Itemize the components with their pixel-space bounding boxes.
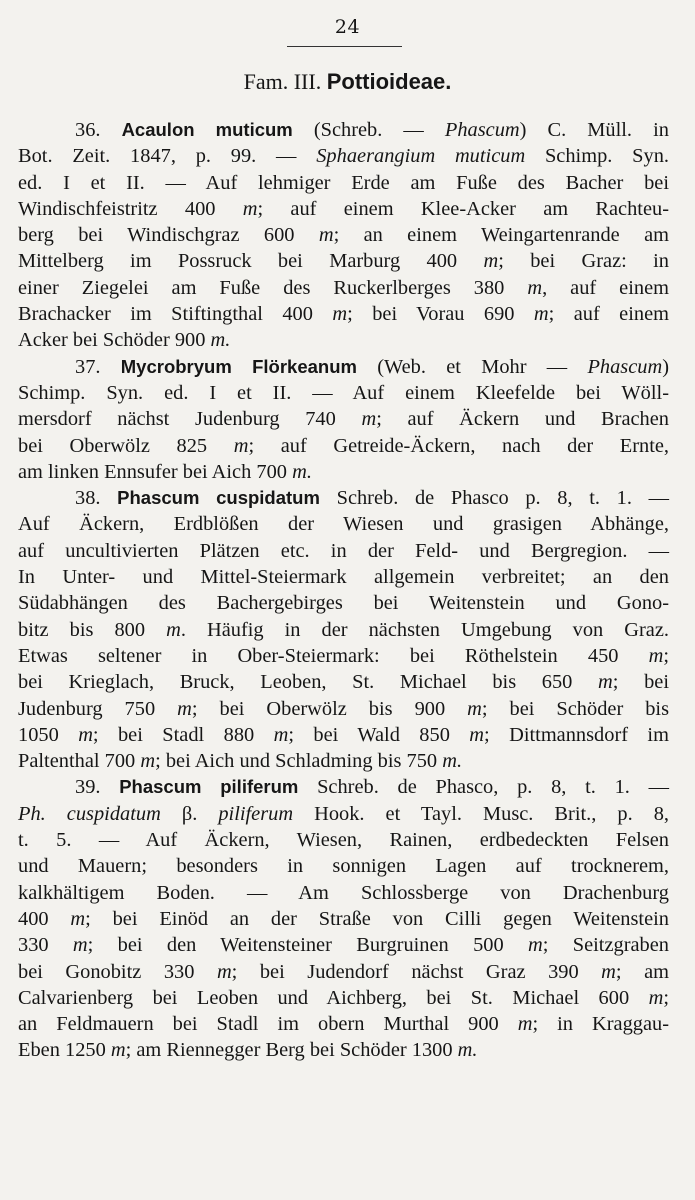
entry-text-line (18, 880, 669, 906)
italic-text: m (177, 697, 192, 720)
text-run: ; auf Getreide-Äckern, nach der Ernte, (248, 434, 670, 457)
entry-text-line (18, 748, 669, 774)
italic-text: m (216, 960, 232, 983)
text-run: ; Seitzgraben (542, 934, 669, 957)
entry-text-line (18, 511, 669, 537)
text-run: auf uncultivierten Plätzen etc. in der Feld- und Bergregion. — (18, 539, 669, 562)
text-run: 36. (75, 119, 122, 141)
italic-text: m (517, 1013, 533, 1036)
entry-text-line (18, 170, 669, 196)
italic-text: m (648, 644, 664, 667)
text-run: β. (160, 802, 219, 825)
text-run: Calvarienberg bei Leoben und Aichberg, bei St. Michael 600 (18, 986, 649, 1009)
text-run: ; (663, 644, 669, 667)
entry-text-line (18, 248, 669, 274)
entry-text-line (18, 564, 669, 590)
entry-text-line (18, 801, 669, 827)
text-run: mersdorf nächst Judenburg 740 (18, 408, 362, 431)
text-run: 38. (75, 487, 118, 510)
italic-text: m (78, 723, 93, 746)
species-name: Mycrobryum Flörkeanum (120, 355, 357, 377)
text-run: ; auf einem (548, 303, 669, 326)
italic-text: m (110, 1039, 126, 1062)
entry-first-line (18, 774, 669, 800)
text-run: ; am (615, 960, 669, 983)
text-run: ; auf Äckern und Brachen (376, 408, 669, 431)
text-run: berg bei Windischgraz 600 (18, 224, 319, 247)
text-run: und Mauern; besonders in sonnigen Lagen auf trocknerem, (18, 855, 669, 878)
entry-text-line (18, 1037, 669, 1063)
italic-text: Phascum (587, 355, 663, 378)
entry-text-line (18, 617, 669, 643)
text-run: an Feldmauern bei Stadl im obern Murthal 900 (18, 1013, 518, 1036)
entry-text-line (18, 643, 669, 669)
italic-text: m (533, 303, 549, 326)
italic-text: piliferum (218, 802, 294, 825)
text-run: Auf Äckern, Erdblößen der Wiesen und grasigen Abhänge, (18, 513, 669, 536)
italic-text: m (483, 250, 499, 273)
text-run: Acker bei Schöder 900 (18, 329, 211, 352)
text-run: ; in Kraggau- (532, 1013, 669, 1036)
italic-text: m (528, 934, 543, 957)
entry-text-line (18, 196, 669, 222)
italic-text: m. (292, 460, 312, 483)
italic-text: Sphaerangium muticum (316, 145, 526, 168)
text-run: Windischfeistritz 400 (18, 197, 243, 220)
text-run: , auf einem (542, 276, 669, 299)
text-run: 400 (18, 907, 71, 930)
species-entries (18, 117, 669, 1064)
text-run: ; auf einem Klee-Acker am Rachteu- (257, 197, 669, 220)
italic-text: m (467, 697, 482, 720)
italic-text: m (318, 224, 334, 247)
text-run: (Schreb. — (292, 119, 445, 141)
italic-text: m (72, 934, 88, 957)
entry-text-line (18, 275, 669, 301)
text-run: ; bei den Weitensteiner Burgruinen 500 (87, 934, 529, 957)
text-run: Schreb. de Phasco p. 8, t. 1. — (319, 487, 669, 510)
italic-text: Phascum (444, 119, 520, 141)
text-run: Paltenthal 700 (18, 750, 141, 773)
entry-text-line (18, 906, 669, 932)
species-entry (18, 485, 669, 774)
entry-text-line (18, 538, 669, 564)
text-run: (Web. et Mohr — (356, 355, 588, 378)
italic-text: m. (442, 750, 463, 773)
species-entry (18, 117, 669, 354)
text-run: einer Ziegelei am Fuße des Ruckerlberges 380 (18, 276, 528, 299)
text-run: ; bei (612, 671, 669, 694)
text-run: ) (662, 355, 670, 378)
italic-text: m (527, 276, 543, 299)
entry-text-line (18, 459, 669, 485)
text-run: ed. I et II. — Auf lehmiger Erde am Fuße des Bacher bei (18, 171, 669, 194)
text-run: ; bei Aich und Schladming bis 750 (155, 750, 443, 773)
entry-text-line (18, 380, 669, 406)
species-entry (18, 354, 669, 485)
entry-text-line (18, 827, 669, 853)
italic-text: m. (457, 1039, 478, 1062)
text-run: ; bei Wald 850 (288, 723, 470, 746)
text-run: bei Oberwölz 825 (18, 434, 234, 457)
text-run: Mittelberg im Possruck bei Marburg 400 (18, 250, 484, 273)
text-run: Bot. Zeit. 1847, p. 99. — (18, 145, 317, 168)
family-heading-prefix: Fam. III. (243, 69, 322, 94)
text-run: Hook. et Tayl. Musc. Brit., p. 8, (293, 802, 669, 825)
text-run: ; Dittmannsdorf im (484, 723, 669, 746)
text-run: Brachacker im Stiftingthal 400 (18, 303, 333, 326)
entry-first-line (18, 485, 669, 511)
italic-text: m (598, 671, 613, 694)
text-run: ; bei Oberwölz bis 900 (191, 697, 468, 720)
text-run: ; an einem Weingartenrande am (333, 224, 669, 247)
text-run: ; (663, 986, 669, 1009)
entry-text-line (18, 143, 669, 169)
species-name: Phascum cuspidatum (117, 487, 320, 509)
text-run: Eben 1250 (18, 1039, 111, 1062)
entry-text-line (18, 722, 669, 748)
text-run: ; am Riennegger Berg bei Schöder 1300 (125, 1039, 458, 1062)
text-run: 1050 (18, 723, 79, 746)
text-run: bei Krieglach, Bruck, Leoben, St. Michael bis 650 (18, 671, 599, 694)
text-run: In Unter- und Mittel-Steiermark allgemein verbreitet; an den (18, 566, 669, 589)
entry-text-line (18, 1011, 669, 1037)
entry-first-line (18, 117, 669, 143)
text-run: 37. (75, 355, 121, 378)
entry-text-line (18, 959, 669, 985)
entry-text-line (18, 932, 669, 958)
entry-text-line (18, 696, 669, 722)
italic-text: m (601, 960, 616, 983)
entry-text-line (18, 433, 669, 459)
text-run: . Häufig in der nächsten Umgebung von Graz. (180, 618, 669, 641)
italic-text: m (469, 723, 485, 746)
text-run: ; bei Vorau 690 (347, 303, 534, 326)
entry-text-line (18, 590, 669, 616)
entry-first-line (18, 354, 669, 380)
header-rule (287, 46, 402, 47)
italic-text: m (166, 618, 181, 641)
species-name: Phascum piliferum (119, 776, 299, 798)
text-run: Judenburg 750 (18, 697, 178, 720)
entry-text-line (18, 985, 669, 1011)
text-run: kalkhältigem Boden. — Am Schlossberge von Drachenburg (18, 881, 669, 904)
entry-text-line (18, 222, 669, 248)
entry-text-line (18, 853, 669, 879)
family-heading (0, 66, 695, 98)
text-run: Schreb. de Phasco, p. 8, t. 1. — (298, 776, 669, 799)
page-number: 24 (334, 16, 361, 38)
text-run: ; bei Einöd an der Straße von Cilli gegen Weitenstein (85, 907, 670, 930)
species-name: Acaulon muticum (121, 119, 293, 140)
text-run: 330 (18, 934, 73, 957)
italic-text: m (140, 750, 156, 773)
entry-text-line (18, 301, 669, 327)
text-run: ; bei Stadl 880 (92, 723, 274, 746)
italic-text: m (273, 723, 289, 746)
text-run: am linken Ennsufer bei Aich 700 (18, 460, 293, 483)
text-run: ) C. Müll. in (519, 119, 669, 141)
italic-text: Ph. cuspidatum (18, 802, 161, 825)
text-run: Etwas seltener in Ober-Steiermark: bei Röthelstein 450 (18, 644, 649, 667)
italic-text: m (233, 434, 249, 457)
entry-text-line (18, 327, 669, 353)
text-run: ; bei Schöder bis (481, 697, 670, 720)
text-run: Schimp. Syn. ed. I et II. — Auf einem Kleefelde bei Wöll- (18, 381, 669, 404)
text-run: bei Gonobitz 330 (18, 960, 217, 983)
italic-text: m. (210, 329, 231, 352)
text-run: ; bei Graz: in (498, 250, 670, 273)
text-run: Südabhängen des Bachergebirges bei Weitenstein und Gono- (18, 592, 669, 615)
entry-text-line (18, 406, 669, 432)
species-entry (18, 774, 669, 1063)
entry-text-line (18, 669, 669, 695)
family-heading-name: Pottioideae. (326, 69, 452, 94)
text-run: 39. (75, 776, 120, 799)
text-run: t. 5. — Auf Äckern, Wiesen, Rainen, erdbedeckten Felsen (18, 829, 669, 852)
italic-text: m (361, 408, 377, 431)
italic-text: m (332, 303, 348, 326)
italic-text: m (242, 197, 258, 220)
text-run: ; bei Judendorf nächst Graz 390 (231, 960, 602, 983)
italic-text: m (648, 986, 664, 1009)
text-run: Schimp. Syn. (525, 145, 669, 168)
italic-text: m (70, 907, 86, 930)
text-run: bitz bis 800 (18, 618, 167, 641)
